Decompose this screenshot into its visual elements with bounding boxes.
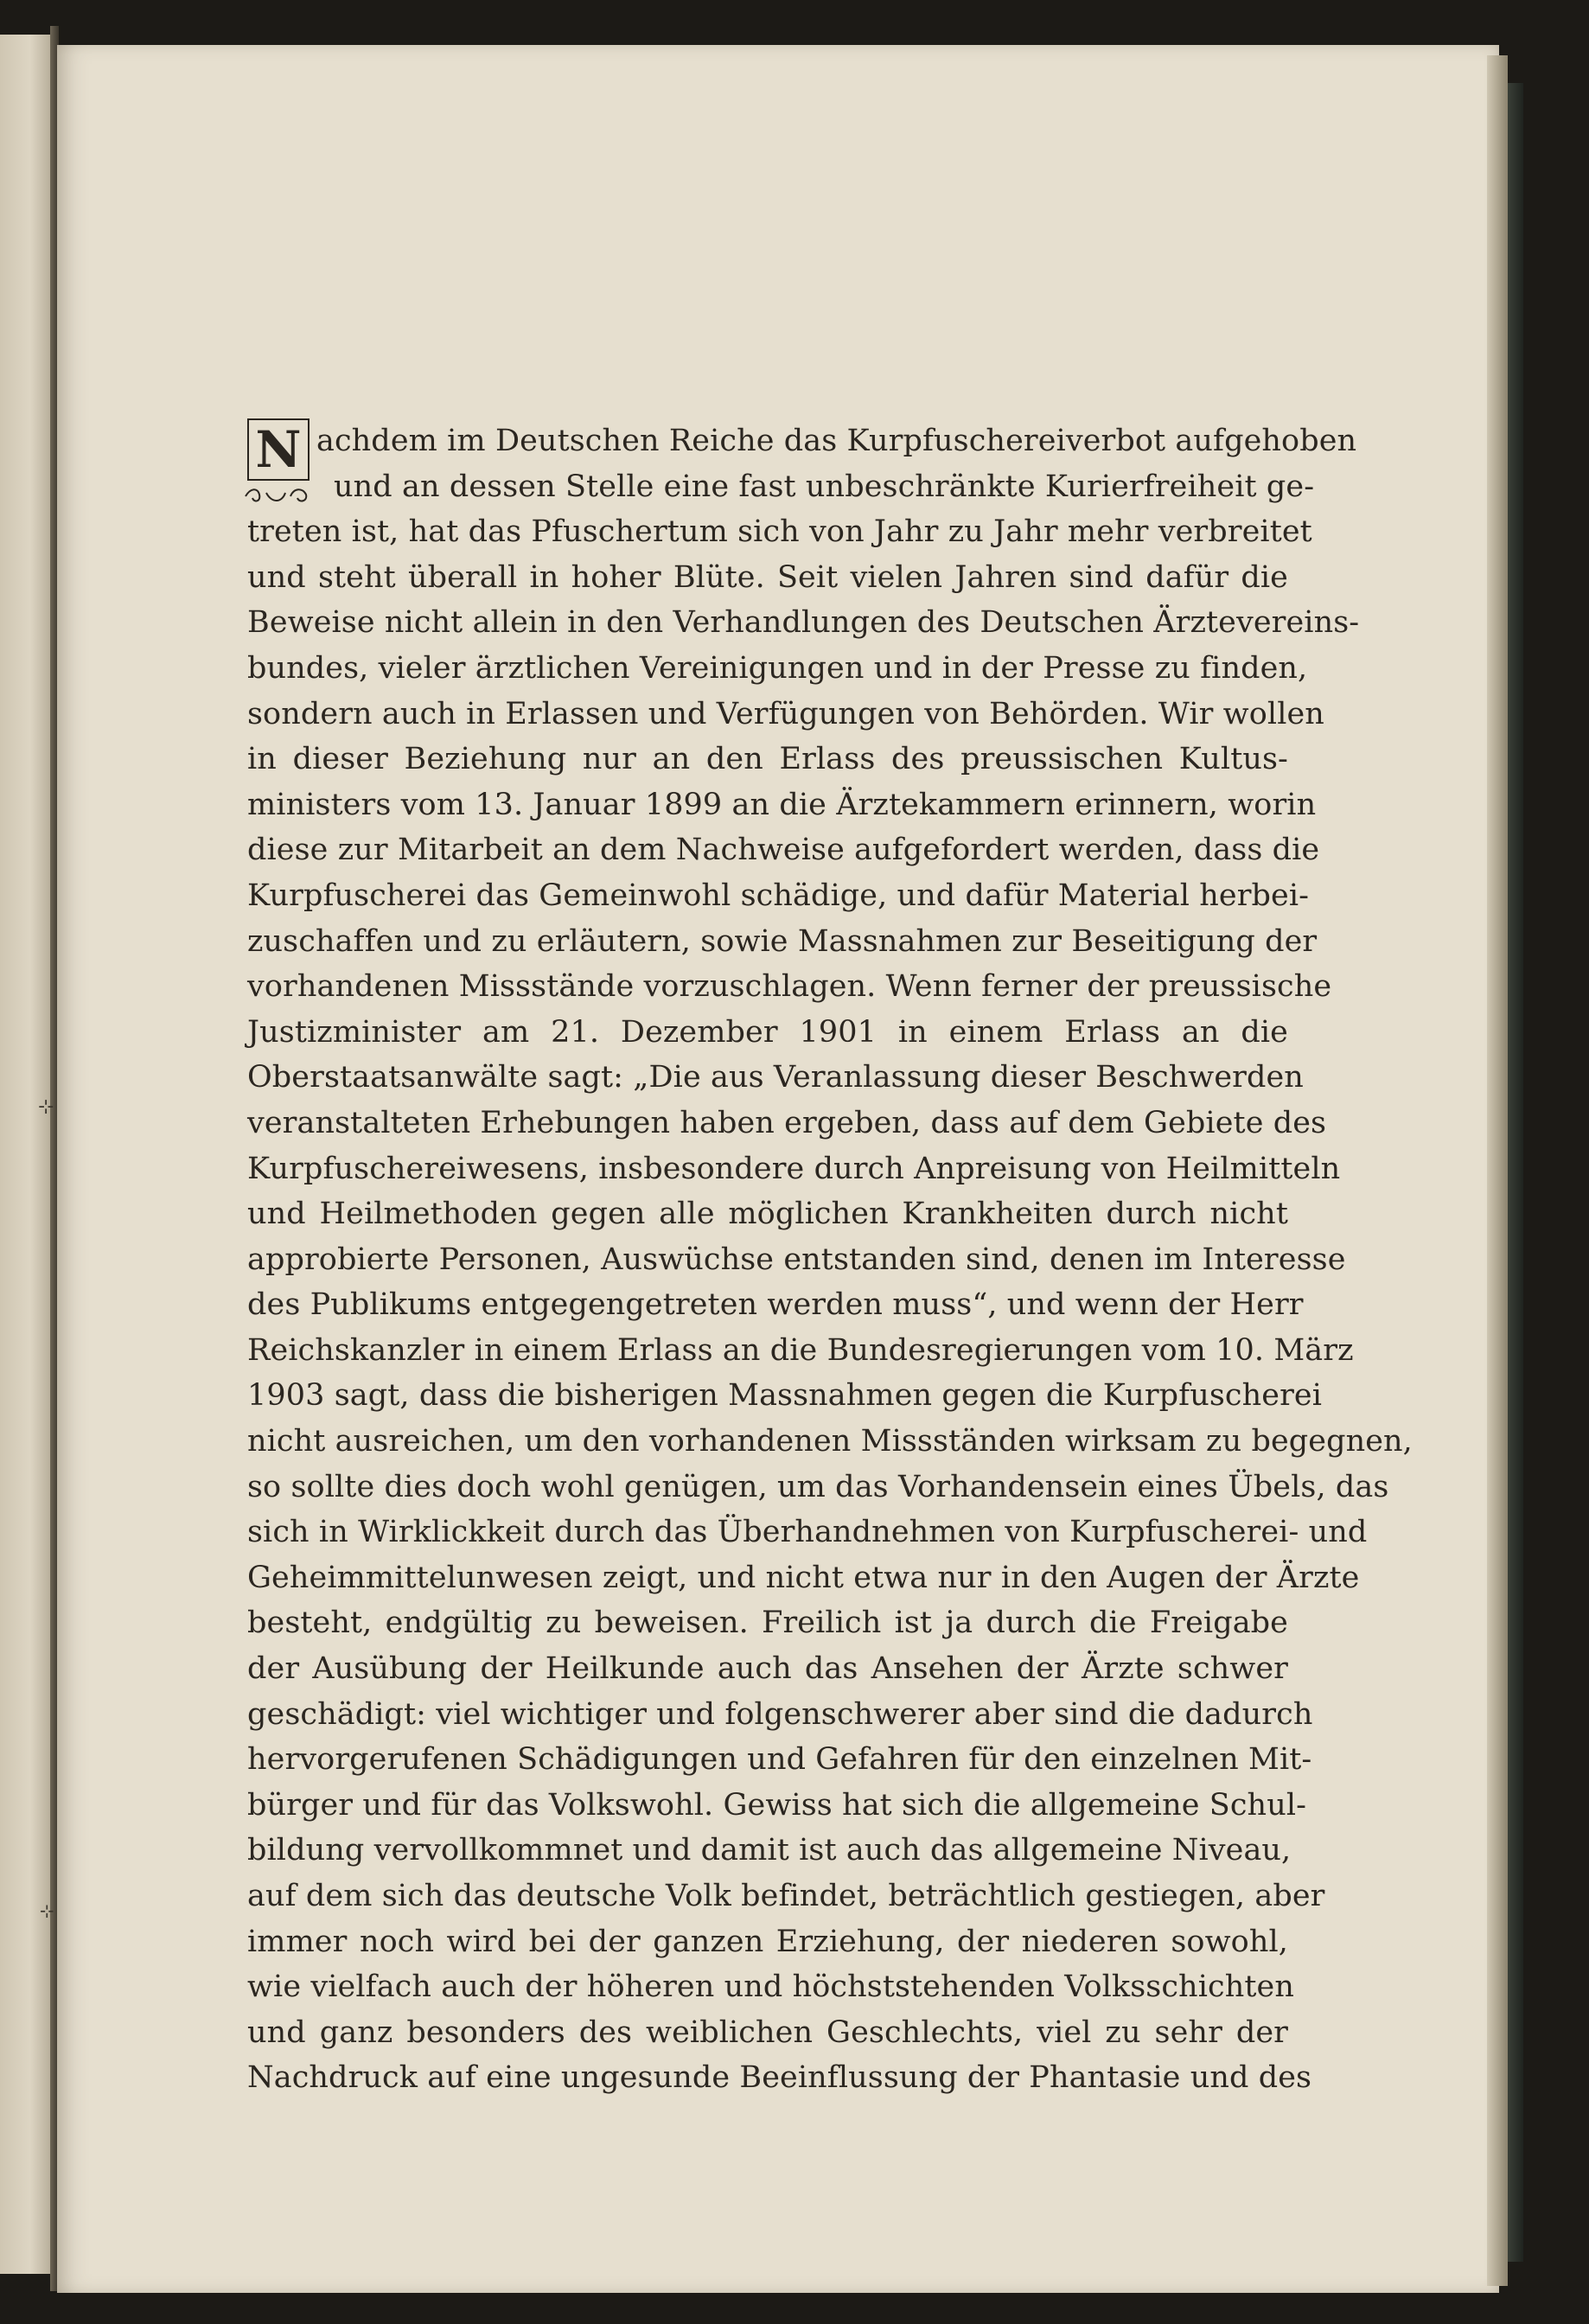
text-line: Kurpfuschereiwesens, insbesondere durch Anpreisung von Heilmitteln bbox=[247, 1151, 1341, 1186]
decorative-initial: N bbox=[247, 418, 310, 481]
text-line: approbierte Personen, Auswüchse entstanden sind, denen im Interesse bbox=[247, 1242, 1346, 1277]
text-line: und steht überall in hoher Blüte. Seit vielen Jahren sind dafür die bbox=[247, 559, 1288, 595]
text-line: geschädigt: viel wichtiger und folgenschwerer aber sind die dadurch bbox=[247, 1696, 1313, 1732]
text-line: immer noch wird bei der ganzen Erziehung, der niederen sowohl, bbox=[247, 1924, 1288, 1959]
text-line: treten ist, hat das Pfuschertum sich von Jahr zu Jahr mehr verbreitet bbox=[247, 514, 1312, 550]
text-line: nicht ausreichen, um den vorhandenen Missständen wirksam zu begegnen, bbox=[247, 1424, 1413, 1459]
text-line: Oberstaatsanwälte sagt: „Die aus Veranlassung dieser Beschwerden bbox=[247, 1060, 1304, 1095]
text-line: und an dessen Stelle eine fast unbeschränkte Kurierfreiheit ge- bbox=[334, 469, 1315, 504]
page-stack-edge bbox=[1487, 55, 1508, 2286]
text-line: bundes, vieler ärztlichen Vereinigungen und in der Presse zu finden, bbox=[247, 650, 1308, 686]
text-line: diese zur Mitarbeit an dem Nachweise aufgefordert werden, dass die bbox=[247, 833, 1320, 868]
text-line: veranstalteten Erhebungen haben ergeben, dass auf dem Gebiete des bbox=[247, 1105, 1327, 1140]
text-line: sich in Wirklickkeit durch das Überhandnehmen von Kurpfuscherei- und bbox=[247, 1515, 1368, 1550]
text-line: des Publikums entgegengetreten werden muss“, und wenn der Herr bbox=[247, 1287, 1304, 1323]
text-line: Justizminister am 21. Dezember 1901 in einem Erlass an die bbox=[247, 1014, 1288, 1050]
text-line: so sollte dies doch wohl genügen, um das Vorhandensein eines Übels, das bbox=[247, 1469, 1389, 1504]
text-line: bildung vervollkommnet und damit ist auch das allgemeine Niveau, bbox=[247, 1833, 1292, 1868]
text-line: achdem im Deutschen Reiche das Kurpfuschereiverbot aufgehoben bbox=[316, 424, 1357, 458]
text-line: vorhandenen Missstände vorzuschlagen. Wenn ferner der preussische bbox=[247, 969, 1332, 1005]
text-line: wie vielfach auch der höheren und höchststehenden Volksschichten bbox=[247, 1970, 1294, 2005]
text-line: und Heilmethoden gegen alle möglichen Krankheiten durch nicht bbox=[247, 1197, 1288, 1232]
text-line: sondern auch in Erlassen und Verfügungen von Behörden. Wir wollen bbox=[247, 696, 1324, 731]
margin-mark: ⊹ bbox=[40, 1900, 54, 1921]
text-line: Beweise nicht allein in den Verhandlungen des Deutschen Ärztevereins- bbox=[247, 605, 1360, 641]
text-line: Kurpfuscherei das Gemeinwohl schädige, und dafür Material herbei- bbox=[247, 878, 1310, 913]
text-line: Geheimmittelunwesen zeigt, und nicht etwa nur in den Augen der Ärzte bbox=[247, 1560, 1360, 1595]
body-text bbox=[247, 418, 1413, 2101]
text-line: besteht, endgültig zu beweisen. Freilich ist ja durch die Freigabe bbox=[247, 1606, 1288, 1641]
facing-page-edge bbox=[0, 35, 50, 2274]
text-line: zuschaffen und zu erläutern, sowie Massnahmen zur Beseitigung der bbox=[247, 923, 1318, 959]
text-line: und ganz besonders des weiblichen Geschlechts, viel zu sehr der bbox=[247, 2014, 1288, 2050]
book-cover-edge bbox=[1508, 83, 1523, 2262]
text-line: in dieser Beziehung nur an den Erlass des preussischen Kultus- bbox=[247, 742, 1288, 777]
text-line: Nachdruck auf eine ungesunde Beeinflussung der Phantasie und des bbox=[247, 2060, 1312, 2096]
text-line: 1903 sagt, dass die bisherigen Massnahmen gegen die Kurpfuscherei bbox=[247, 1378, 1323, 1414]
margin-mark: ⊹ bbox=[38, 1096, 54, 1118]
text-line: bürger und für das Volkswohl. Gewiss hat sich die allgemeine Schul- bbox=[247, 1787, 1307, 1823]
text-line: der Ausübung der Heilkunde auch das Ansehen der Ärzte schwer bbox=[247, 1651, 1288, 1687]
text-line: hervorgerufenen Schädigungen und Gefahren für den einzelnen Mit- bbox=[247, 1742, 1312, 1778]
text-line: ministers vom 13. Januar 1899 an die Ärztekammern erinnern, worin bbox=[247, 787, 1317, 822]
text-line: auf dem sich das deutsche Volk befindet, beträchtlich gestiegen, aber bbox=[247, 1879, 1325, 1913]
text-line: Reichskanzler in einem Erlass an die Bundesregierungen vom 10. März bbox=[247, 1332, 1354, 1368]
